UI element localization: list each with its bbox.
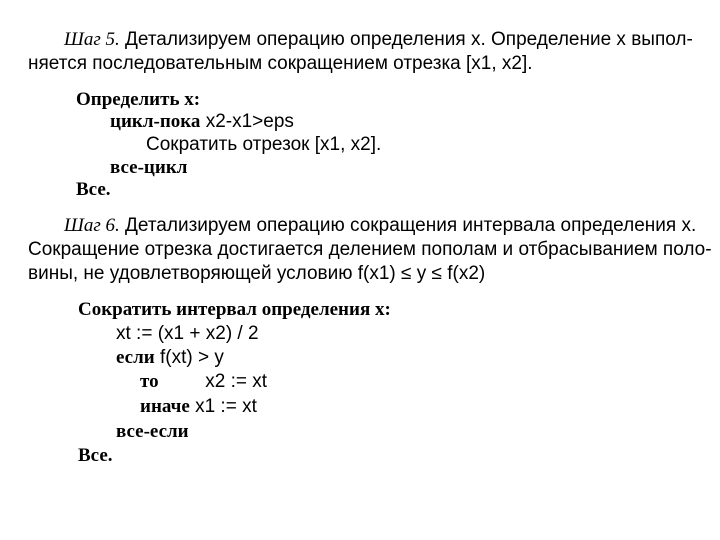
- algo2-else-keyword: иначе: [140, 396, 190, 417]
- step5-line-1: [64, 28, 693, 52]
- algo2-else-line: [140, 395, 257, 419]
- algo1-end-loop: все-цикл: [110, 157, 188, 178]
- algo2-then-keyword: то: [140, 371, 159, 392]
- algo2-end: Все.: [78, 445, 113, 466]
- algo2-else-statement: x1 := xt: [195, 396, 257, 417]
- algo2-if-condition: f(xt) > y: [160, 347, 224, 368]
- algo2-end-if: все-если: [116, 421, 189, 442]
- algo2-then-statement: x2 := xt: [205, 371, 268, 392]
- algo1-loop-condition: x2-x1>eps: [205, 111, 294, 132]
- algo2-header: Сократить интервал определения x:: [78, 299, 391, 320]
- algo1-loop-line: [110, 110, 294, 134]
- step6-line-2: Сокращение отрезка достигается делением пополам и отбрасыванием поло-: [28, 239, 712, 260]
- step5-text-1: Детализируем операцию определения x. Определение x выпол-: [125, 29, 693, 50]
- step5-label: Шаг 5.: [64, 29, 120, 50]
- algo2-if-line: [116, 346, 224, 370]
- algo1-loop-keyword: цикл-пока: [110, 111, 201, 132]
- algo2-then-line: [140, 370, 267, 394]
- algo1-end: Все.: [76, 179, 111, 200]
- step5-line-2: няется последовательным сокращением отрезка [x1, x2].: [28, 53, 533, 74]
- algo1-header: Определить x:: [76, 89, 201, 110]
- step6-text-1: Детализируем операцию сокращения интервала определения x.: [125, 215, 697, 236]
- algo2-assign: xt := (x1 + x2) / 2: [116, 323, 259, 344]
- step6-line-3: вины, не удовлетворяющей условию f(x1) ≤ y ≤ f(x2): [28, 263, 486, 284]
- step6-label: Шаг 6.: [64, 215, 120, 236]
- step6-line-1: [64, 214, 696, 238]
- algo2-if-keyword: если: [116, 347, 155, 368]
- algo1-body: Сократить отрезок [x1, x2].: [146, 134, 382, 155]
